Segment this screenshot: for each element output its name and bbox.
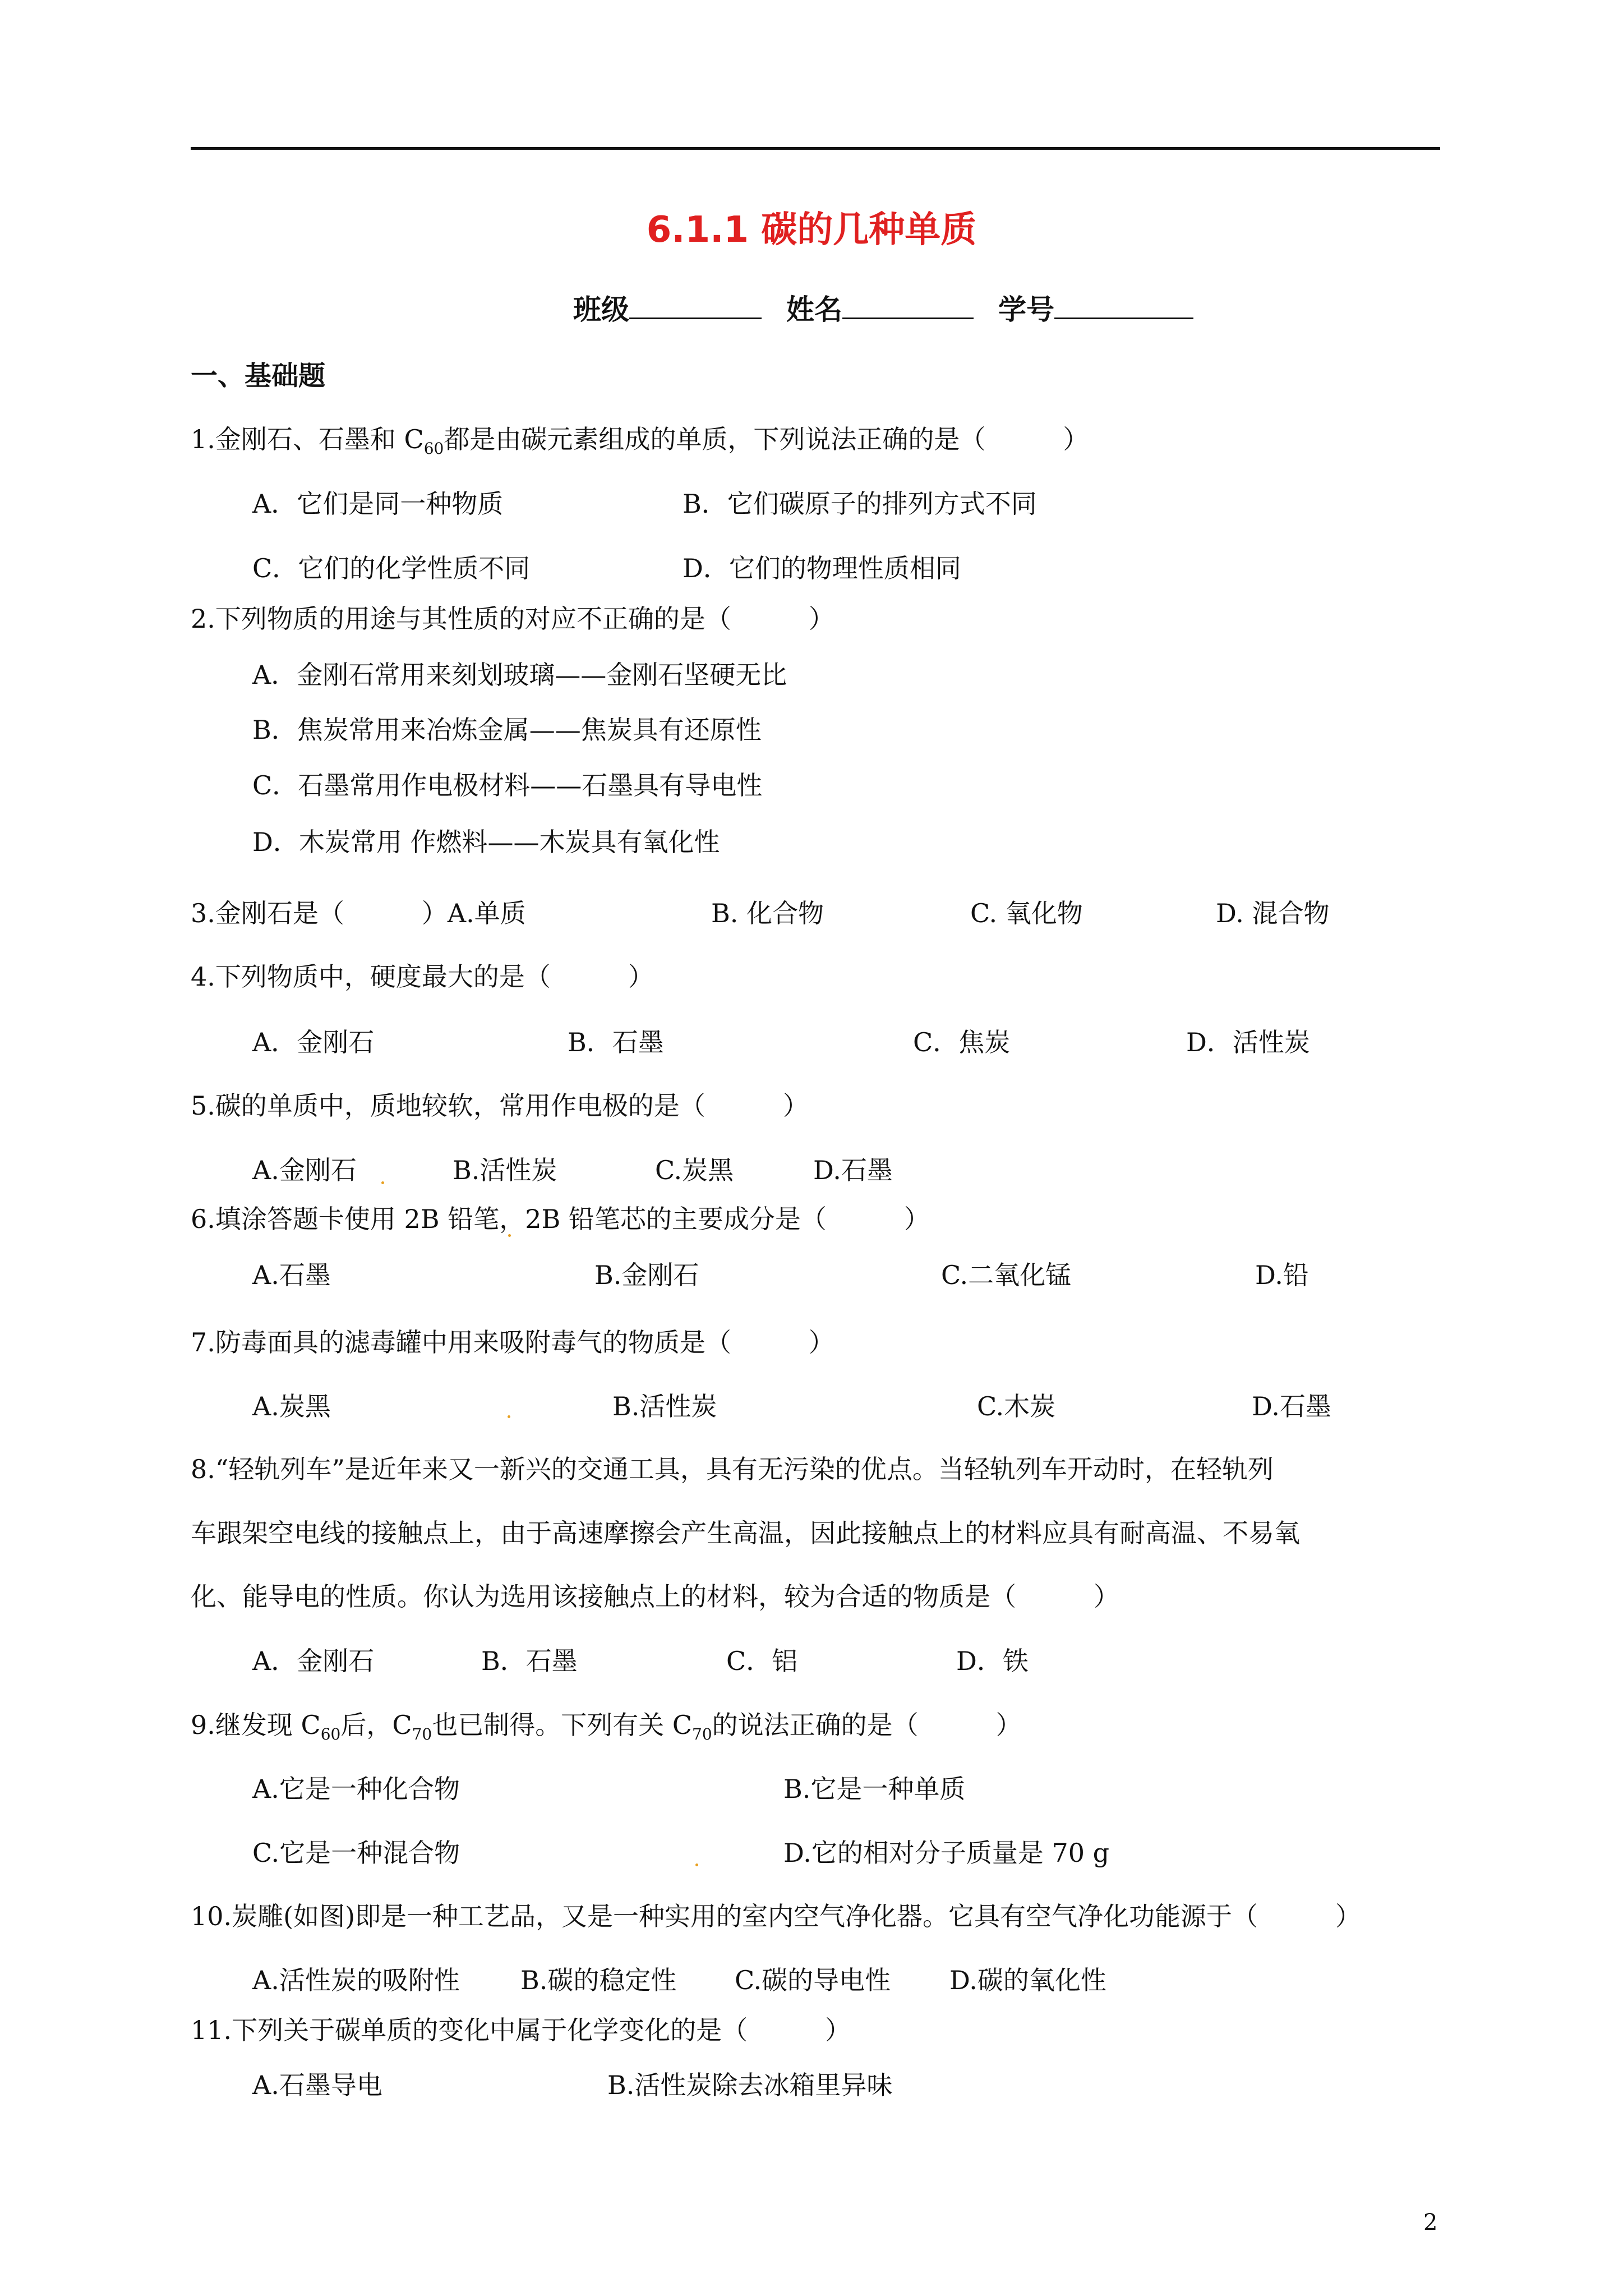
question-1-option-b[interactable]: B．它们碳原子的排列方式不同	[683, 489, 1037, 519]
question-7-stem: 7.防毒面具的滤毒罐中用来吸附毒气的物质是（ ）	[191, 1327, 834, 1358]
question-5-option-c[interactable]: C.炭黑	[655, 1155, 734, 1185]
question-4-option-a[interactable]: A．金刚石	[252, 1027, 375, 1057]
question-5-option-a[interactable]: A.金刚石	[252, 1155, 357, 1185]
question-8-stem-line-1: 8.“轻轨列车”是近年来又一新兴的交通工具，具有无污染的优点。当轻轨列车开动时，在轻轨列	[191, 1454, 1274, 1484]
page-number: 2	[1423, 2210, 1438, 2235]
question-8-stem-line-3: 化、能导电的性质。你认为选用该接触点上的材料，较为合适的物质是（ ）	[191, 1581, 1119, 1612]
class-label: 班级	[573, 293, 629, 326]
question-2-option-c[interactable]: C．石墨常用作电极材料——石墨具有导电性	[252, 770, 763, 800]
number-blank[interactable]	[1054, 294, 1193, 319]
question-6-option-c[interactable]: C.二氧化锰	[941, 1260, 1072, 1290]
question-10-option-d[interactable]: D.碳的氧化性	[949, 1965, 1106, 1995]
question-8-option-a[interactable]: A．金刚石	[252, 1646, 375, 1676]
question-10-option-b[interactable]: B.碳的稳定性	[520, 1965, 677, 1995]
question-6-stem: 6.填涂答题卡使用 2B 铅笔，2B 铅笔芯的主要成分是（ ）	[191, 1204, 930, 1234]
question-11-stem: 11.下列关于碳单质的变化中属于化学变化的是（ ）	[191, 2015, 851, 2045]
name-label: 姓名	[786, 293, 842, 326]
question-9-option-d[interactable]: D.它的相对分子质量是 70 g	[783, 1838, 1110, 1868]
question-7-option-b[interactable]: B.活性炭	[612, 1391, 717, 1421]
question-8-option-d[interactable]: D．铁	[956, 1646, 1029, 1676]
question-4-option-b[interactable]: B．石墨	[568, 1027, 664, 1057]
question-8-stem-line-2: 车跟架空电线的接触点上，由于高速摩擦会产生高温，因此接触点上的材料应具有耐高温、不易氧	[191, 1518, 1300, 1548]
question-7-option-a[interactable]: A.炭黑	[252, 1391, 331, 1421]
question-5-option-d[interactable]: D.石墨	[813, 1155, 893, 1185]
question-9-option-b[interactable]: B.它是一种单质	[783, 1774, 966, 1804]
question-2-option-b[interactable]: B．焦炭常用来冶炼金属——焦炭具有还原性	[252, 715, 762, 745]
question-2-option-a[interactable]: A．金刚石常用来刻划玻璃——金刚石坚硬无比	[252, 660, 787, 690]
question-10-stem: 10.炭雕(如图)即是一种工艺品，又是一种实用的室内空气净化器。它具有空气净化功能源于（ ）	[191, 1901, 1362, 1931]
question-10-option-a[interactable]: A.活性炭的吸附性	[252, 1965, 460, 1995]
question-4-stem: 4.下列物质中，硬度最大的是（ ）	[191, 961, 654, 992]
scan-artifact-dot	[508, 1415, 510, 1418]
question-5-option-b[interactable]: B.活性炭	[453, 1155, 557, 1185]
scan-artifact-dot	[695, 1864, 698, 1866]
question-2-option-d[interactable]: D．木炭常用 作燃料——木炭具有氧化性	[252, 827, 720, 857]
question-3-option-b[interactable]: B. 化合物	[711, 898, 824, 928]
page-title: 6.1.1 碳的几种单质	[646, 209, 977, 251]
question-11-option-b[interactable]: B.活性炭除去冰箱里异味	[607, 2070, 893, 2100]
question-9-option-c[interactable]: C.它是一种混合物	[252, 1838, 460, 1868]
question-3-option-c[interactable]: C. 氧化物	[970, 898, 1083, 928]
question-3-stem: 3.金刚石是（ ）A.单质	[191, 898, 526, 928]
question-2-stem: 2.下列物质的用途与其性质的对应不正确的是（ ）	[191, 604, 834, 634]
question-9-stem: 9.继发现 $C_{60}$后，$C_{70}$也已制得。下列有关 $C_{70}$的说法正确的是（ ）	[191, 1710, 1022, 1744]
question-3-option-d[interactable]: D. 混合物	[1216, 898, 1330, 928]
scan-artifact-dot	[508, 1234, 511, 1237]
question-9-option-a[interactable]: A.它是一种化合物	[252, 1774, 460, 1804]
section-heading: 一、基础题	[191, 360, 326, 392]
question-11-option-a[interactable]: A.石墨导电	[252, 2070, 382, 2100]
question-4-option-c[interactable]: C．焦炭	[913, 1027, 1011, 1057]
question-7-option-c[interactable]: C.木炭	[977, 1391, 1056, 1421]
question-8-option-c[interactable]: C．铝	[726, 1646, 798, 1676]
question-6-option-a[interactable]: A.石墨	[252, 1260, 331, 1290]
question-6-option-d[interactable]: D.铅	[1255, 1260, 1309, 1290]
class-blank[interactable]	[629, 294, 762, 319]
name-blank[interactable]	[842, 294, 974, 319]
question-1-option-a[interactable]: A．它们是同一种物质	[252, 489, 504, 519]
question-10-option-c[interactable]: C.碳的导电性	[735, 1965, 891, 1995]
header-rule	[191, 147, 1440, 150]
question-6-option-b[interactable]: B.金刚石	[594, 1260, 699, 1290]
question-1-stem: 1.金刚石、石墨和 $C_{60}$都是由碳元素组成的单质，下列说法正确的是（ ）	[191, 424, 1089, 458]
question-4-option-d[interactable]: D．活性炭	[1186, 1027, 1310, 1057]
question-8-option-b[interactable]: B．石墨	[481, 1646, 578, 1676]
number-label: 学号	[998, 293, 1054, 326]
question-5-stem: 5.碳的单质中，质地较软，常用作电极的是（ ）	[191, 1091, 809, 1121]
question-7-option-d[interactable]: D.石墨	[1252, 1391, 1331, 1421]
scan-artifact-dot	[381, 1181, 384, 1184]
question-1-option-c[interactable]: C．它们的化学性质不同	[252, 553, 531, 583]
question-1-option-d[interactable]: D．它们的物理性质相同	[683, 553, 961, 583]
student-info	[573, 294, 1193, 324]
